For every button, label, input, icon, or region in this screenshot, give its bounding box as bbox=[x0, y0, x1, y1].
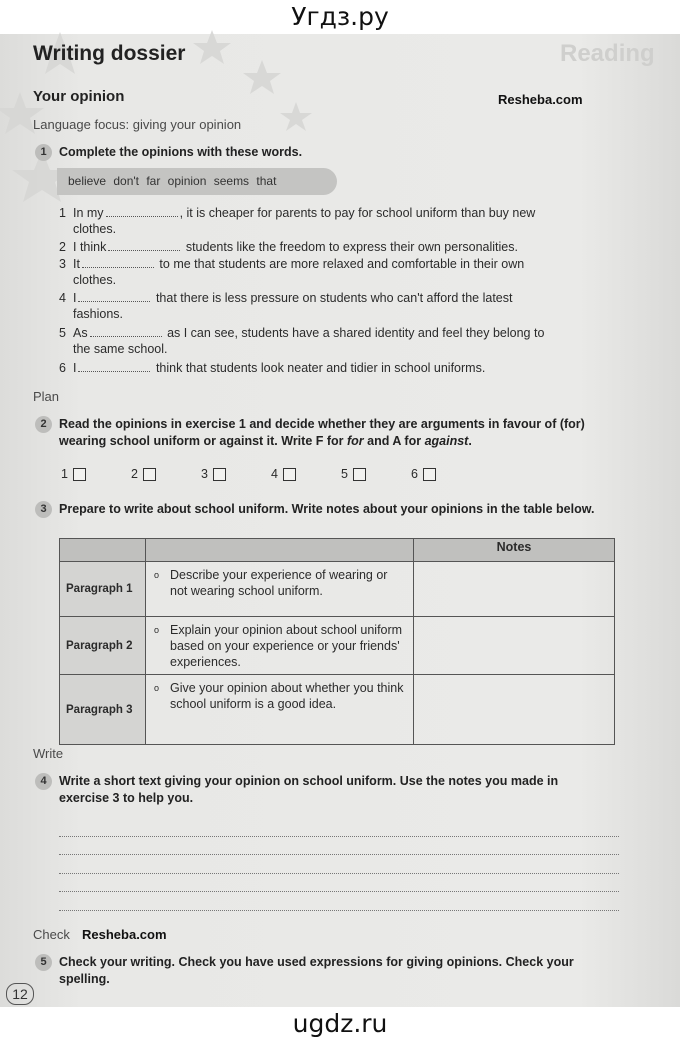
answer-cell bbox=[341, 467, 411, 481]
item-number: 5 bbox=[59, 326, 66, 340]
answer-cell bbox=[201, 467, 271, 481]
paragraph-label: Paragraph 1 bbox=[60, 562, 146, 617]
writing-line[interactable] bbox=[59, 855, 619, 874]
answer-gap[interactable] bbox=[78, 361, 150, 372]
exercise-number-badge: 1 bbox=[35, 144, 52, 161]
item-text-after: to me that students are more relaxed and comfortable in their own clothes. bbox=[73, 257, 525, 287]
item-text-before: As bbox=[73, 326, 88, 340]
bullet-icon: o bbox=[154, 570, 160, 580]
exercise-1-instruction: Complete the opinions with these words. bbox=[59, 145, 303, 159]
bullet-icon: o bbox=[154, 625, 160, 635]
paragraph-description bbox=[146, 617, 414, 675]
table-row bbox=[60, 562, 615, 617]
word-bank: believe don't far opinion seems that bbox=[57, 168, 337, 195]
check-heading: Check bbox=[33, 927, 70, 942]
answer-number: 5 bbox=[341, 467, 348, 481]
answer-number: 3 bbox=[201, 467, 208, 481]
bullet-icon: o bbox=[154, 683, 160, 693]
answer-checkbox[interactable] bbox=[73, 468, 86, 481]
exercise-4-instruction: Write a short text giving your opinion on school uniform. Use the notes you made in exercise 3 to help you. bbox=[59, 774, 559, 805]
item-number: 2 bbox=[59, 240, 66, 254]
exercise-5-instruction: Check your writing. Check you have used expressions for giving opinions. Check your spelling. bbox=[59, 955, 574, 986]
instruction-text: . bbox=[468, 434, 472, 448]
exercise-1-item bbox=[59, 325, 559, 357]
answer-checkbox[interactable] bbox=[213, 468, 226, 481]
language-focus-heading: Language focus: giving your opinion bbox=[33, 117, 242, 132]
description-text: Describe your experience of wearing or not wearing school uniform. bbox=[170, 568, 388, 598]
answer-gap[interactable] bbox=[108, 240, 180, 251]
notes-cell[interactable] bbox=[414, 562, 615, 617]
answer-number: 2 bbox=[131, 467, 138, 481]
answer-cell bbox=[131, 467, 201, 481]
bleed-through-text: Reading bbox=[560, 40, 655, 67]
item-number: 6 bbox=[59, 361, 66, 375]
notes-table bbox=[59, 538, 615, 745]
answer-number: 1 bbox=[61, 467, 68, 481]
paragraph-label: Paragraph 3 bbox=[60, 675, 146, 745]
paragraph-description bbox=[146, 675, 414, 745]
section-heading: Your opinion bbox=[33, 88, 125, 105]
notes-header: Notes bbox=[414, 539, 615, 562]
item-number: 4 bbox=[59, 291, 66, 305]
writing-lines[interactable] bbox=[59, 818, 619, 911]
exercise-1-item bbox=[59, 256, 559, 288]
answer-checkbox[interactable] bbox=[423, 468, 436, 481]
item-text-before: In my bbox=[73, 206, 104, 220]
page-number: 12 bbox=[6, 983, 34, 1005]
answer-gap[interactable] bbox=[78, 291, 150, 302]
writing-line[interactable] bbox=[59, 818, 619, 837]
exercise-1-item bbox=[59, 205, 559, 237]
answer-cell bbox=[271, 467, 341, 481]
page-title: Writing dossier bbox=[33, 42, 186, 65]
table-row bbox=[60, 617, 615, 675]
item-text-before: I bbox=[73, 361, 77, 375]
table-row bbox=[60, 675, 615, 745]
watermark-top: Resheba.com bbox=[498, 92, 583, 107]
item-text-after: students like the freedom to express their own personalities. bbox=[182, 240, 518, 254]
item-text-before: I think bbox=[73, 240, 107, 254]
description-text: Give your opinion about whether you think school uniform is a good idea. bbox=[170, 681, 404, 711]
instruction-text: and A for bbox=[363, 434, 425, 448]
answer-checkboxes bbox=[61, 467, 481, 481]
answer-checkbox[interactable] bbox=[143, 468, 156, 481]
write-heading: Write bbox=[33, 746, 64, 761]
plan-heading: Plan bbox=[33, 389, 60, 404]
notes-cell[interactable] bbox=[414, 675, 615, 745]
exercise-1-item bbox=[59, 290, 559, 322]
instruction-for-italic: for bbox=[347, 434, 364, 448]
item-number: 3 bbox=[59, 257, 66, 271]
item-text-after: think that students look neater and tidier in school uniforms. bbox=[152, 361, 486, 375]
table-header-empty bbox=[60, 539, 146, 562]
answer-gap[interactable] bbox=[106, 206, 178, 217]
paragraph-description bbox=[146, 562, 414, 617]
answer-gap[interactable] bbox=[82, 257, 154, 268]
exercise-number-badge: 2 bbox=[35, 416, 52, 433]
exercise-3-instruction: Prepare to write about school uniform. Write notes about your opinions in the table below. bbox=[59, 502, 595, 516]
writing-line[interactable] bbox=[59, 874, 619, 893]
item-text-before: I bbox=[73, 291, 77, 305]
exercise-1-item bbox=[59, 239, 559, 255]
item-text-after: that there is less pressure on students who can't afford the latest fashions. bbox=[73, 291, 513, 321]
answer-checkbox[interactable] bbox=[283, 468, 296, 481]
item-text-before: It bbox=[73, 257, 80, 271]
exercise-number-badge: 4 bbox=[35, 773, 52, 790]
notes-cell[interactable] bbox=[414, 617, 615, 675]
answer-cell bbox=[411, 467, 481, 481]
answer-number: 6 bbox=[411, 467, 418, 481]
table-header-empty bbox=[146, 539, 414, 562]
exercise-number-badge: 5 bbox=[35, 954, 52, 971]
item-number: 1 bbox=[59, 206, 66, 220]
description-text: Explain your opinion about school uniform based on your experience or your friends' experiences. bbox=[170, 623, 403, 669]
item-text-after: , it is cheaper for parents to pay for school uniform than buy new clothes. bbox=[73, 206, 536, 236]
instruction-text: Read the opinions in exercise 1 and decide whether they are arguments in favour of (for) wearing school uniform or against it. Write F for bbox=[59, 417, 585, 448]
writing-line[interactable] bbox=[59, 837, 619, 856]
answer-number: 4 bbox=[271, 467, 278, 481]
exercise-number-badge: 3 bbox=[35, 501, 52, 518]
answer-checkbox[interactable] bbox=[353, 468, 366, 481]
site-footer: ugdz.ru bbox=[0, 1007, 680, 1043]
table-header-row bbox=[60, 539, 615, 562]
watermark-bottom: Resheba.com bbox=[82, 927, 167, 942]
answer-gap[interactable] bbox=[90, 326, 162, 337]
paragraph-label: Paragraph 2 bbox=[60, 617, 146, 675]
instruction-against-italic: against bbox=[424, 434, 469, 448]
site-header: Угдз.ру bbox=[0, 0, 680, 36]
answer-cell bbox=[61, 467, 131, 481]
exercise-2-instruction bbox=[59, 416, 599, 450]
exercise-1-item bbox=[59, 360, 559, 376]
writing-line[interactable] bbox=[59, 892, 619, 911]
item-text-after: as I can see, students have a shared identity and feel they belong to the same school. bbox=[73, 326, 545, 356]
